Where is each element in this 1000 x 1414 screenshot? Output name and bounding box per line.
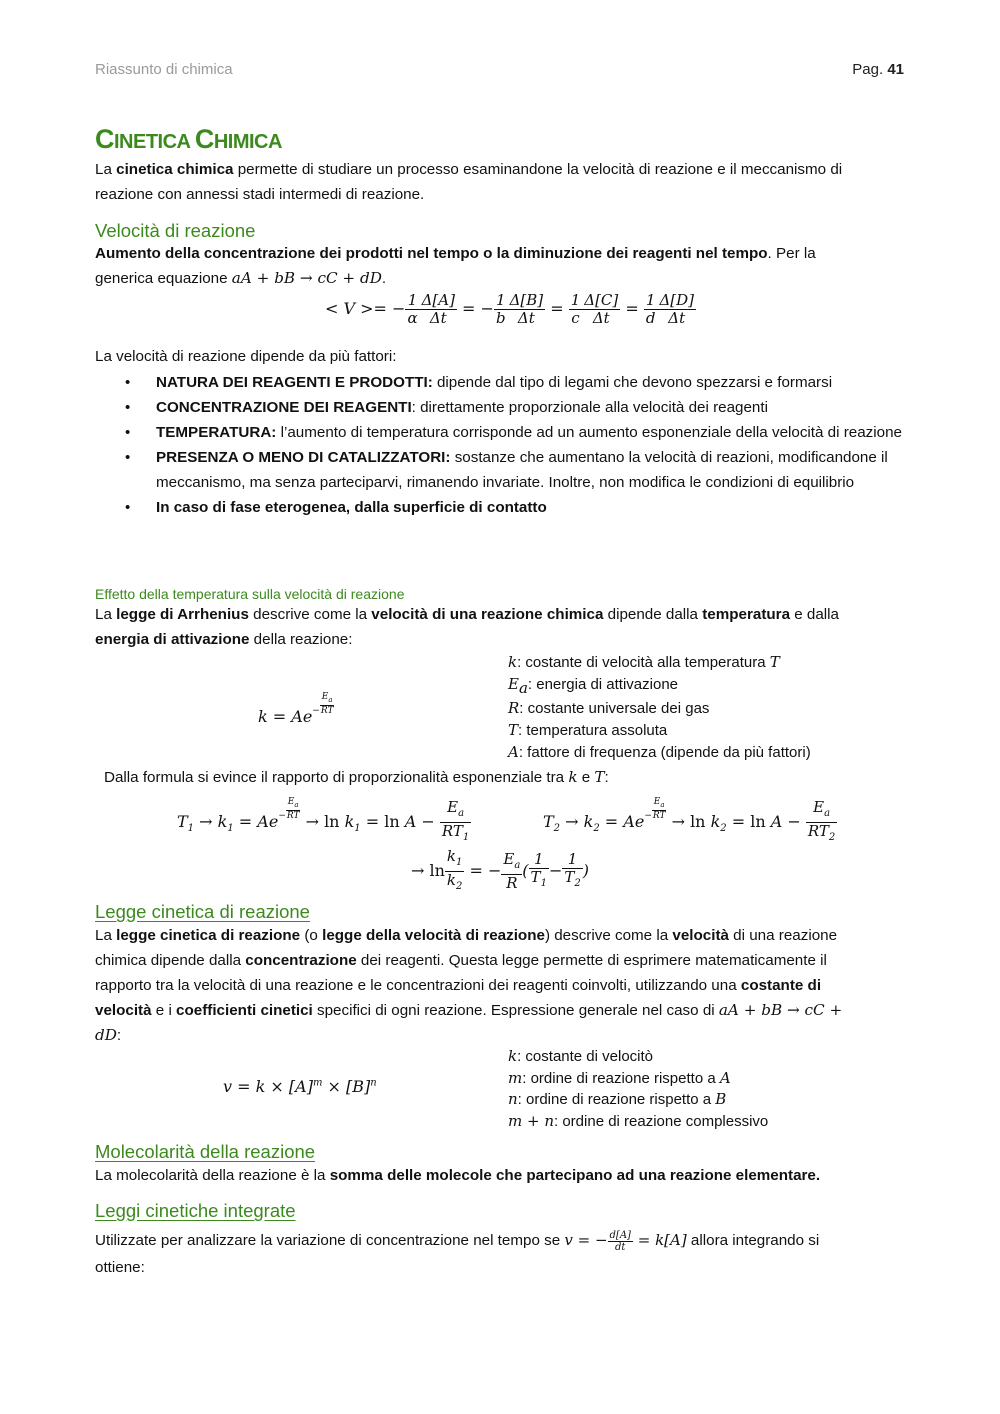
- legend-item: R: costante universale dei gas: [508, 699, 710, 718]
- rate-law-equation: $v = k \times [A]^m \times [B]^n$: [223, 1077, 377, 1096]
- list-item: • PRESENZA O MENO DI CATALIZZATORI: sostanze che aumentano la velocità di reazioni, modificandone il meccanismo, ma senza parteciparvi, rimanendo invariate. Inoltre, non modifica le condizioni di equilibrio: [95, 445, 905, 495]
- intro-paragraph: La cinetica chimica permette di studiare un processo esaminandone la velocità di reazione e il meccanismo di reazione con annessi stadi intermedi di reazione.: [95, 161, 843, 203]
- arrhenius-paragraph: La legge di Arrhenius descrive come la velocità di una reazione chimica dipende dalla temperatura e dalla energia di attivazione della reazione:: [95, 606, 839, 648]
- rate-law-legend: [508, 1046, 768, 1133]
- heading-velocita: Velocità di reazione: [95, 220, 256, 241]
- legend-item: k: costante di velocità alla temperatura T: [508, 653, 780, 671]
- heading-leggi-integrate: Leggi cinetiche integrate: [95, 1200, 296, 1221]
- heading-arrhenius: Effetto della temperatura sulla velocità di reazione: [95, 586, 405, 602]
- factors-intro: La velocità di reazione dipende da più fattori:: [95, 348, 397, 365]
- header-page-number: Pag. 41: [852, 61, 904, 78]
- legend-item: $E_a$: energia di attivazione: [508, 674, 679, 697]
- rate-equation: < V >= − $\frac{1}{\alpha}$ $\frac{\Delta[A]}{\Delta t}$ = − $\frac{1}{b}$ $\frac{\Delta[B]}{\Delta t}$ = $\frac{1}{c}$ $\frac{\Delta[C]}{\Delta t}$ = $\frac{1}{d}$ $\frac{\Delta[D]}{\Delta t}$: [325, 291, 695, 327]
- heading-legge-cinetica: Legge cinetica di reazione: [95, 901, 310, 922]
- legend-item: k: costante di velocitò: [508, 1047, 654, 1065]
- ratio-equation: → ln $\frac{k_1}{k_2}$ = − $\frac{E_a}{R}$ ( $\frac{1}{T_1}$ − $\frac{1}{T_2}$ ): [411, 847, 589, 892]
- t2-equation: $T_2 \to k_2 = Ae-$ $\frac{E_a}{RT}$ → $\ln k_2 = \ln A$ − $\frac{E_a}{RT_2}$: [543, 797, 836, 843]
- heading-molecolarita: Molecolarità della reazione: [95, 1141, 316, 1162]
- molecolarita-paragraph: La molecolarità della reazione è la somma delle molecole che partecipano ad una reazione elementare.: [95, 1167, 821, 1184]
- list-item: • CONCENTRAZIONE DEI REAGENTI: direttamente proporzionale alla velocità dei reagenti: [95, 395, 905, 420]
- list-item: • NATURA DEI REAGENTI E PRODOTTI: dipende dal tipo di legami che devono spezzarsi e formarsi: [95, 370, 905, 395]
- legend-item: A: fattore di frequenza (dipende da più fattori): [508, 742, 811, 761]
- integrate-paragraph: Utilizzate per analizzare la variazione di concentrazione nel tempo se v = − $\frac{d[A]}{dt}$ = k[A] allora integrando si ottiene:: [95, 1229, 820, 1276]
- ratio-sentence: Dalla formula si evince il rapporto di proporzionalità esponenziale tra k e T:: [104, 768, 609, 786]
- legend-item: T: temperatura assoluta: [508, 721, 668, 740]
- legge-cinetica-paragraph: La legge cinetica di reazione (o legge della velocità di reazione) descrive come la velocità di una reazione chimica dipende dalla concentrazione dei reagenti. Questa legge permette di esprimere matematicamente il rapporto tra la velocità di una reazione e le concentrazioni dei reagenti coinvolti, utilizzando una costante di velocità e i coefficienti cinetici specifici di ogni reazione. Espressione generale nel caso di aA + bB → cC + dD:: [95, 927, 843, 1044]
- header-document-title: Riassunto di chimica: [95, 61, 233, 78]
- legend-item: n: ordine di reazione rispetto a B: [508, 1090, 727, 1109]
- arrhenius-legend: [508, 652, 811, 764]
- page-title: CINETICA CHIMICA: [95, 124, 282, 154]
- legend-item: m: ordine di reazione rispetto a A: [508, 1068, 731, 1087]
- list-item: • TEMPERATURA: l’aumento di temperatura corrisponde ad un aumento esponenziale della velocità di reazione: [95, 420, 905, 445]
- legend-item: m + n: ordine di reazione complessivo: [508, 1112, 769, 1131]
- velocita-definition: Aumento della concentrazione dei prodotti nel tempo o la diminuzione dei reagenti nel tempo. Per la generica equazione aA + bB → cC + dD.: [95, 245, 816, 287]
- t1-equation: $T_1 \to k_1 = Ae-$ $\frac{E_a}{RT}$ → $\ln k_1 = \ln A$ − $\frac{E_a}{RT_1}$: [177, 797, 470, 843]
- factors-list: [95, 370, 905, 520]
- arrhenius-equation: k = Ae− $\frac{E_a}{RT}$: [258, 692, 334, 726]
- list-item: • In caso di fase eterogenea, dalla superficie di contatto: [95, 495, 905, 520]
